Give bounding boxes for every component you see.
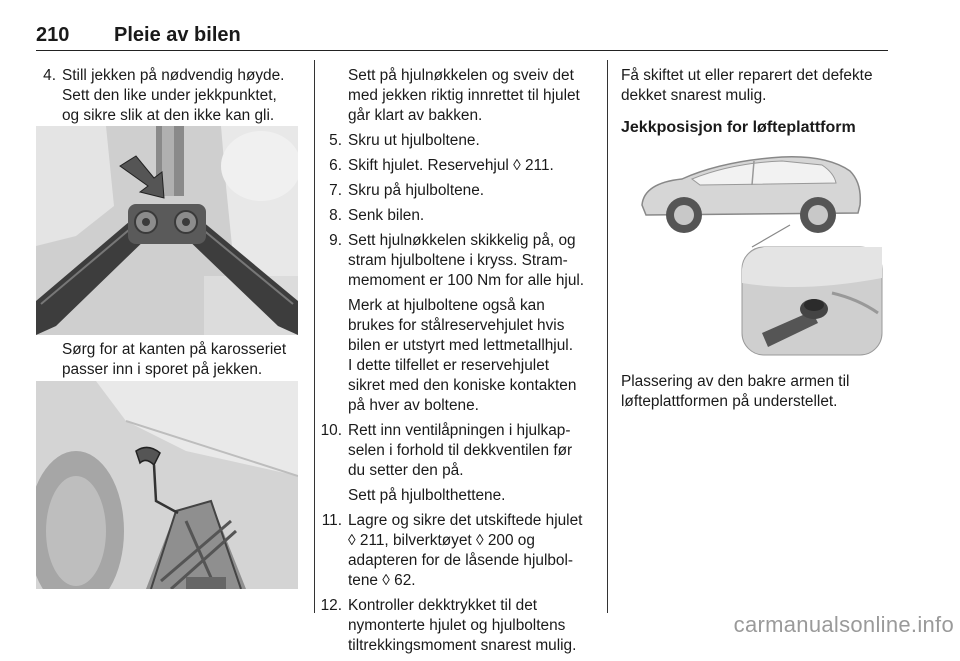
step-text: Skru ut hjulboltene. — [348, 132, 480, 149]
step-line: Sett hjulnøkkelen skikkelig på, og — [348, 232, 576, 249]
page-ref-link[interactable]: 200 og — [487, 532, 535, 549]
text-line: Merk at hjulboltene også kan — [348, 297, 545, 314]
jack-closeup-figure — [36, 126, 298, 335]
step-line: og sikre slik at den ikke kan gli. — [62, 107, 275, 124]
caption-line: passer inn i sporet på jekken. — [62, 361, 263, 378]
text-line: sikret med den koniske kontakten — [348, 377, 577, 394]
text-line: dekket snarest mulig. — [621, 87, 767, 104]
step-8 — [322, 206, 604, 226]
lift-platform-figure — [622, 143, 884, 357]
step-line: tiltrekkingsmoment snarest mulig. — [348, 637, 577, 654]
lift-platform-illustration — [622, 143, 884, 357]
text-line: Sett på hjulbolthettene. — [348, 487, 506, 504]
text-line: I dette tilfellet er reservehjulet — [348, 357, 550, 374]
column-divider-1 — [314, 60, 315, 613]
step-line: Lagre og sikre det utskiftede hjulet — [348, 512, 583, 529]
step-12 — [322, 596, 604, 656]
text-line: går klart av bakken. — [348, 107, 483, 124]
text-line: Sett på hjulnøkkelen og sveiv det — [348, 67, 574, 84]
figure-caption-1 — [36, 340, 306, 380]
step-number: 5. — [329, 132, 342, 149]
step-line: du setter den på. — [348, 462, 464, 479]
step-line: memoment er 100 Nm for alle hjul. — [348, 272, 585, 289]
step-line: Rett inn ventilåpningen i hjulkap- — [348, 422, 571, 439]
step-line: adapteren for de låsende hjulbol- — [348, 552, 574, 569]
jack-under-car-illustration — [36, 381, 298, 589]
step-number: 4. — [43, 67, 56, 84]
step-10-note — [322, 486, 604, 506]
text-line: bilen er utstyrt med lettmetallhjul. — [348, 337, 573, 354]
caption-line: Plassering av den bakre armen til — [621, 373, 850, 390]
step-number: 11. — [321, 512, 342, 529]
section-heading: Jekkposisjon for løfteplattform — [621, 119, 856, 136]
column-3-caption — [621, 372, 889, 417]
step-text: Skru på hjulboltene. — [348, 182, 485, 199]
step-text: Senk bilen. — [348, 207, 425, 224]
page-ref-icon[interactable]: ◊ — [475, 532, 484, 549]
page-ref-icon[interactable]: ◊ — [513, 157, 521, 174]
page-ref-icon[interactable]: ◊ — [382, 572, 390, 589]
step-line: nymonterte hjulet og hjulboltens — [348, 617, 566, 634]
step-number: 7. — [329, 182, 342, 199]
step-9-note — [322, 296, 604, 416]
step-line — [348, 531, 604, 551]
caption-line: løfteplattformen på understellet. — [621, 393, 838, 410]
text-line: Få skiftet ut eller reparert det defekte — [621, 67, 873, 84]
step-4 — [36, 66, 306, 126]
step-text: tene — [348, 572, 378, 589]
page-ref-link[interactable]: 62. — [394, 572, 416, 589]
step-line: selen i forhold til dekkventilen før — [348, 442, 573, 459]
step-11 — [322, 511, 604, 591]
column-3 — [621, 66, 889, 148]
jack-under-car-figure — [36, 381, 298, 589]
page-ref-link[interactable]: 211. — [525, 157, 554, 174]
step-line: Sett den like under jekkpunktet, — [62, 87, 277, 104]
step-10 — [322, 421, 604, 481]
step-number: 8. — [329, 207, 342, 224]
step-number: 12. — [320, 597, 342, 614]
step-4-continuation — [322, 66, 604, 126]
step-line: stram hjulboltene i kryss. Stram- — [348, 252, 568, 269]
jack-closeup-illustration — [36, 126, 298, 335]
step-number: 9. — [329, 232, 342, 249]
page-number: 210 — [36, 24, 70, 46]
column-1-caption — [36, 340, 306, 385]
step-line: Kontroller dekktrykket til det — [348, 597, 538, 614]
page-header — [36, 24, 888, 51]
page-ref-link[interactable]: 211, bilverktøyet — [359, 532, 472, 549]
step-text: Skift hjulet. Reservehjul — [348, 157, 509, 174]
step-9 — [322, 231, 604, 291]
intro-paragraph — [621, 66, 889, 106]
step-7 — [322, 181, 604, 201]
watermark: carmanualsonline.info — [733, 612, 954, 637]
text-line: på hver av boltene. — [348, 397, 479, 414]
step-number: 6. — [329, 157, 342, 174]
step-6 — [322, 156, 604, 176]
step-line — [348, 571, 604, 591]
step-5 — [322, 131, 604, 151]
column-divider-2 — [607, 60, 608, 613]
text-line: med jekken riktig innrettet til hjulet — [348, 87, 580, 104]
page-ref-icon[interactable]: ◊ — [348, 532, 356, 549]
step-number: 10. — [320, 422, 342, 439]
step-line: Still jekken på nødvendig høyde. — [62, 67, 285, 84]
page-title: Pleie av bilen — [114, 24, 241, 46]
caption-line: Sørg for at kanten på karosseriet — [62, 341, 287, 358]
column-1 — [36, 66, 306, 131]
figure-caption-3 — [621, 372, 889, 412]
text-line: brukes for stålreservehjulet hvis — [348, 317, 565, 334]
column-2 — [322, 66, 604, 661]
